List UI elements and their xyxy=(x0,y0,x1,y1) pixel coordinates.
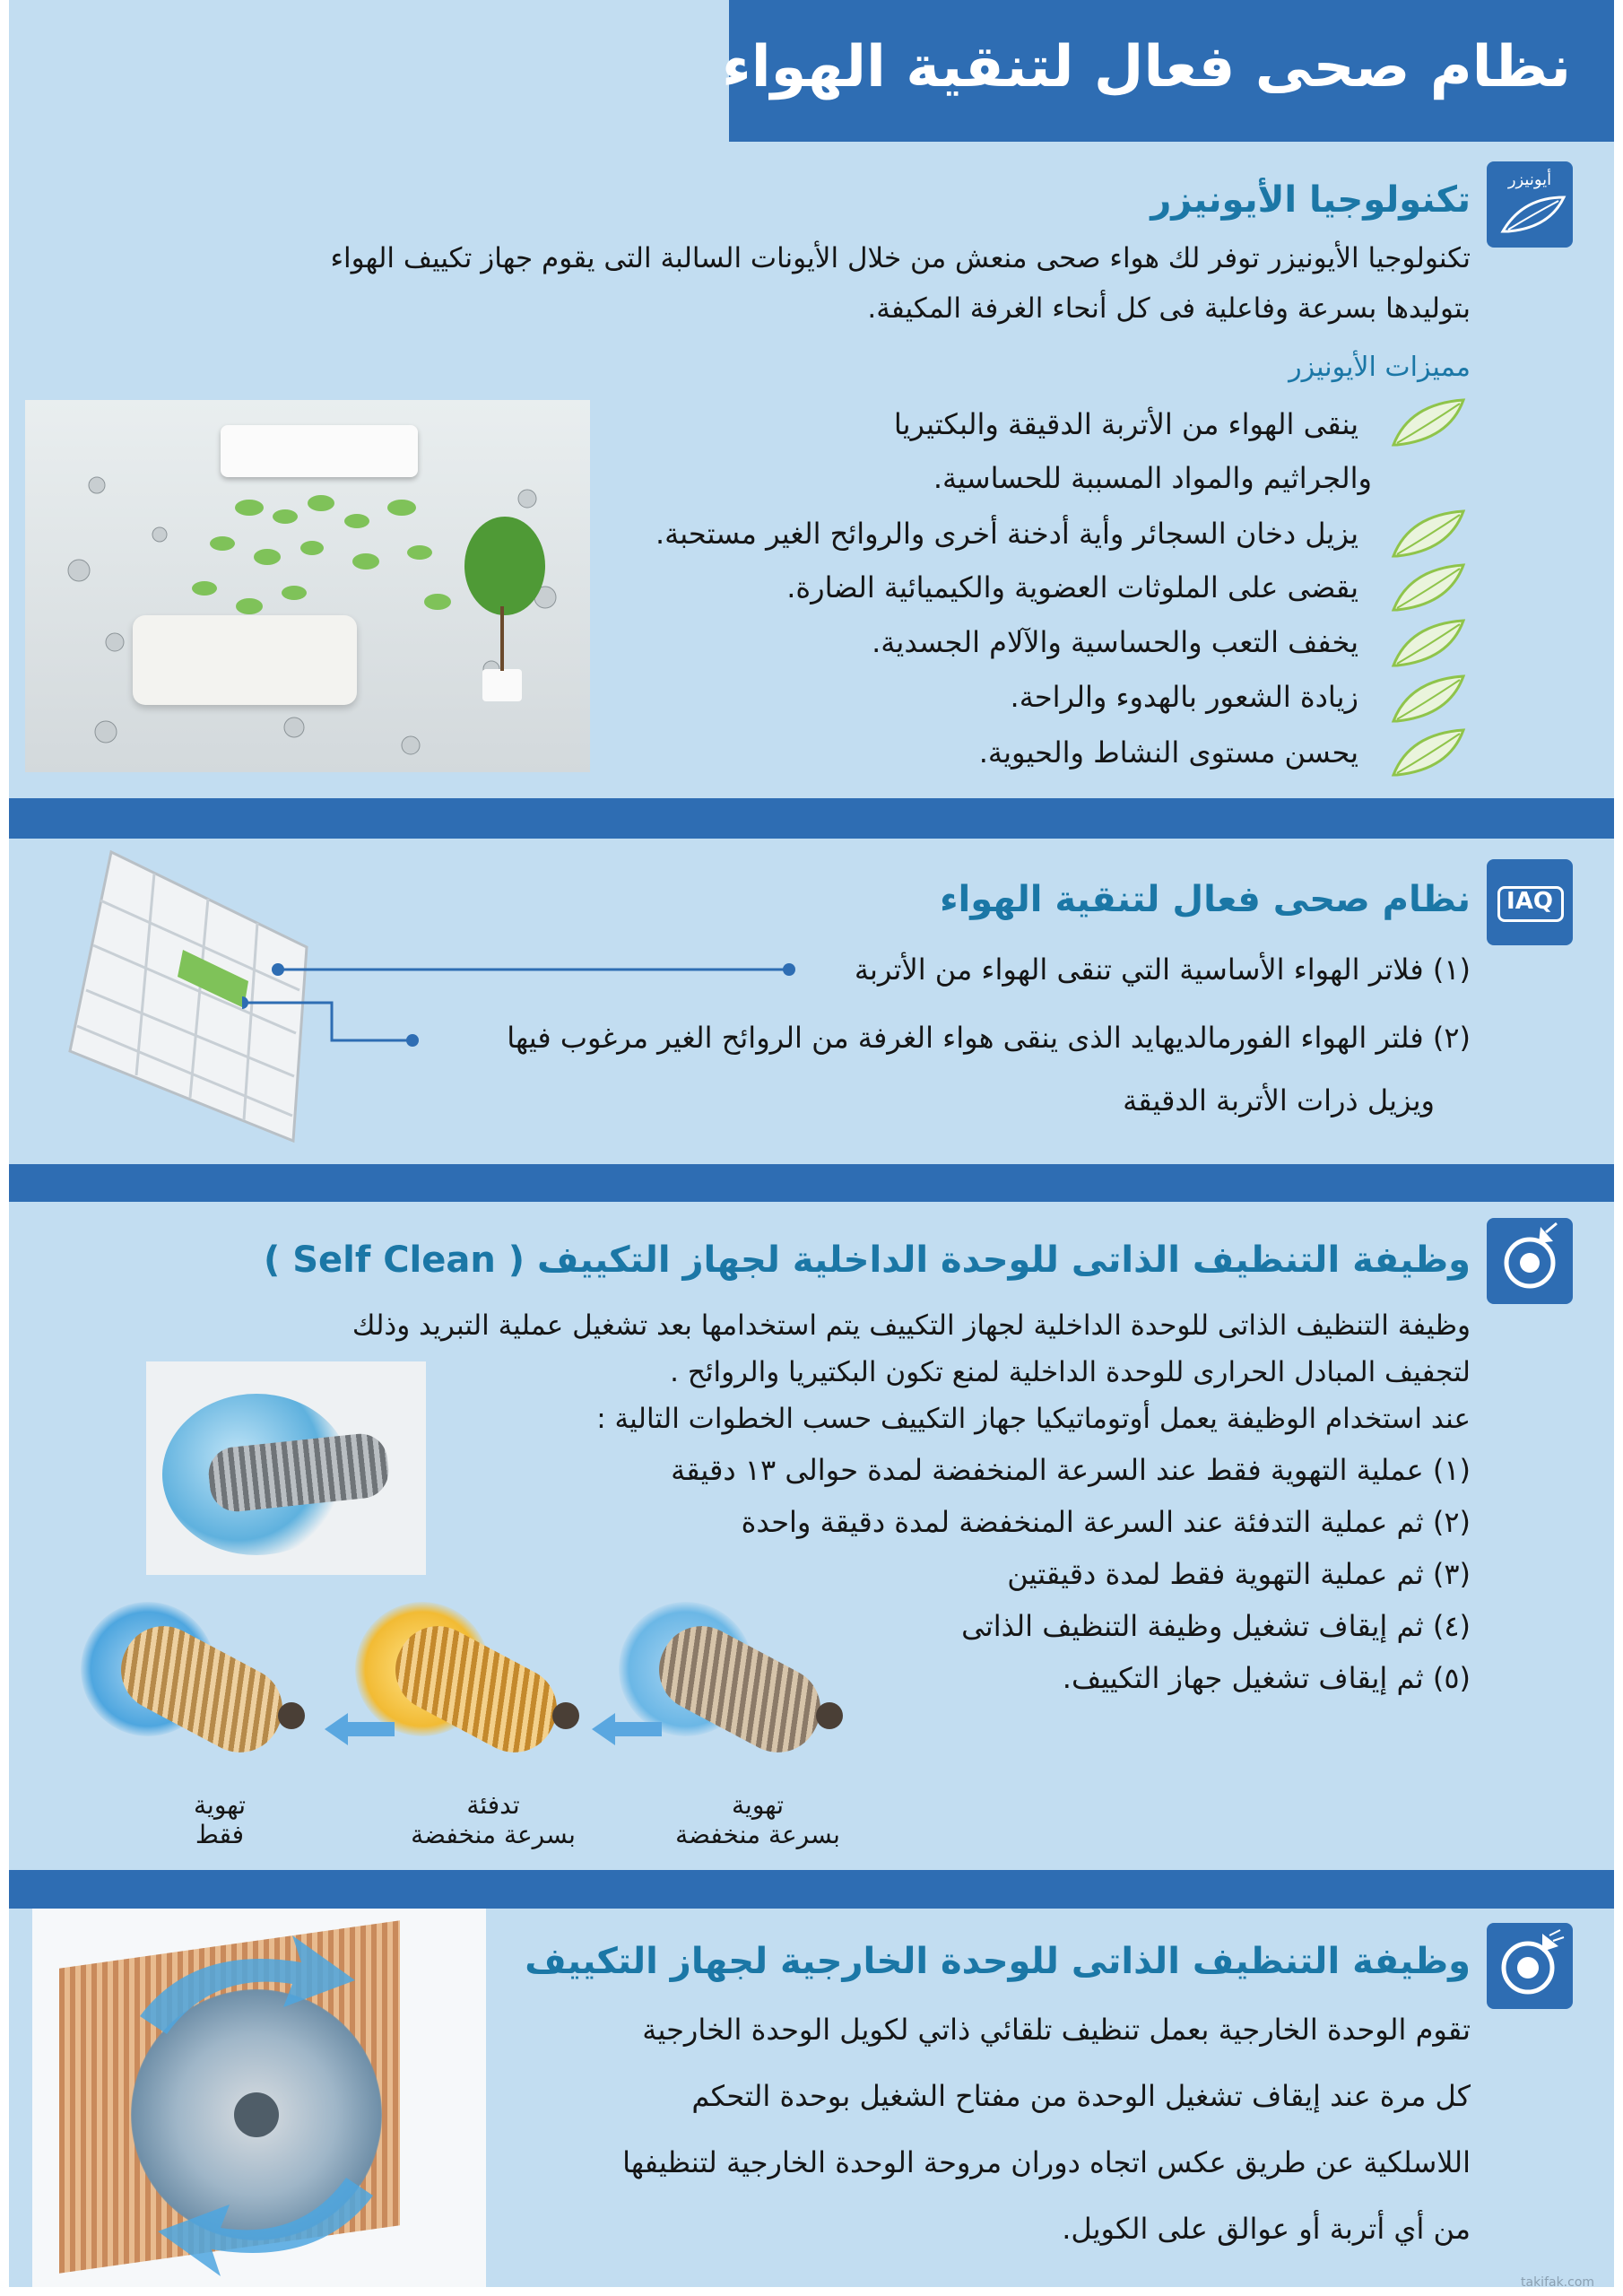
stage-label-3-line1: تهوية xyxy=(194,1790,246,1820)
ionizer-feature-1: ينقى الهواء من الأتربة الدقيقة والبكتيريا xyxy=(893,407,1358,441)
stage-arrow-1-icon xyxy=(592,1711,664,1747)
iaq-connector-lines xyxy=(242,951,870,1076)
iaq-item-2: (٢) فلتر الهواء الفورمالديهايد الذى ينقى هواء الغرفة من الروائح الغير مرغوب فيها xyxy=(507,1021,1471,1055)
stage-label-2-line2: بسرعة منخفضة xyxy=(411,1820,576,1849)
outdoor-unit-image xyxy=(32,1909,486,2287)
page-title: نظام صحى فعال لتنقية الهواء xyxy=(721,34,1571,100)
reverse-fan-icon xyxy=(1487,1923,1573,2009)
leaf-icon-6 xyxy=(1388,725,1467,780)
section-divider-2 xyxy=(9,1164,1614,1202)
iaq-item-2-cont: ويزيل ذرات الأتربة الدقيقة xyxy=(1123,1083,1435,1118)
outdoor-badge xyxy=(1487,1923,1573,2009)
ionizer-heading: تكنولوجيا الأيونيزر xyxy=(1150,179,1471,221)
leaf-icon-5 xyxy=(1388,671,1467,726)
iaq-badge-label: IAQ xyxy=(1506,888,1553,915)
stage-coil-heat-hub xyxy=(552,1702,579,1729)
leaf-icon-4 xyxy=(1388,615,1467,671)
ionizer-feature-5: زيادة الشعور بالهدوء والراحة. xyxy=(1010,680,1358,714)
plant-stem xyxy=(500,606,504,671)
reverse-airflow-arrows xyxy=(32,1909,486,2287)
section-divider-1 xyxy=(9,798,1614,839)
stage-coil-fan-only-hub xyxy=(278,1702,305,1729)
plant-pot xyxy=(482,669,522,701)
self-clean-intro-2: لتجفيف المبادل الحرارى للوحدة الداخلية لمنع تكون البكتيريا والروائح . xyxy=(670,1356,1471,1388)
self-clean-heading: وظيفة التنظيف الذاتى للوحدة الداخلية لجهاز التكييف ( Self Clean ) xyxy=(264,1239,1471,1281)
self-clean-step-4: (٤) ثم إيقاف تشغيل وظيفة التنظيف الذاتى xyxy=(961,1609,1471,1643)
stage-label-3-line2: فقط xyxy=(195,1820,245,1849)
self-clean-step-1: (١) عملية التهوية فقط عند السرعة المنخفضة لمدة حوالى ١٣ دقيقة xyxy=(671,1453,1471,1487)
ionizer-badge-label: أيونيزر xyxy=(1507,170,1552,189)
ionizer-feature-2: يزيل دخان السجائر وأية أدخنة أخرى والروائح الغير مستحبة. xyxy=(655,517,1358,551)
stage-label-2 xyxy=(386,1790,601,1849)
stage-coil-fan-only xyxy=(81,1602,323,1772)
stage-coil-fan-hub xyxy=(816,1702,843,1729)
ionizer-features-title: مميزات الأيونيزر xyxy=(1289,352,1471,383)
self-clean-intro-1: وظيفة التنظيف الذاتى للوحدة الداخلية لجهاز التكييف يتم استخدامها بعد تشغيل عملية التبريد وذلك xyxy=(352,1309,1471,1342)
leaf-icon-1 xyxy=(1388,395,1467,450)
iaq-item-1: (١) فلاتر الهواء الأساسية التي تنقى الهواء من الأتربة xyxy=(854,952,1471,987)
outdoor-line-2: كل مرة عند إيقاف تشغيل الوحدة من مفتاح الشغيل بوحدة التحكم xyxy=(691,2079,1471,2113)
self-clean-step-5: (٥) ثم إيقاف تشغيل جهاز التكييف. xyxy=(1062,1661,1471,1695)
outdoor-line-1: تقوم الوحدة الخارجية بعمل تنظيف تلقائي ذاتي لكويل الوحدة الخارجية xyxy=(642,2013,1471,2047)
outdoor-heading: وظيفة التنظيف الذاتى للوحدة الخارجية لجهاز التكييف xyxy=(525,1941,1471,1982)
ionizer-intro-line-2: بتوليدها بسرعة وفاعلية فى كل أنحاء الغرفة المكيفة. xyxy=(867,292,1471,325)
stage-label-1-line1: تهوية xyxy=(732,1790,784,1820)
ionizer-feature-6: يحسن مستوى النشاط والحيوية. xyxy=(978,735,1358,770)
self-clean-step-2: (٢) ثم عملية التدفئة عند السرعة المنخفضة لمدة دقيقة واحدة xyxy=(741,1505,1471,1539)
leaf-icon-3 xyxy=(1388,560,1467,615)
ionizer-room-image xyxy=(25,400,590,772)
iaq-badge xyxy=(1487,859,1573,945)
self-clean-intro-3: عند استخدام الوظيفة يعمل أوتوماتيكيا جهاز التكييف حسب الخطوات التالية : xyxy=(596,1403,1471,1435)
ionizer-intro-line-1: تكنولوجيا الأيونيزر توفر لك هواء صحى منعش من خلال الأيونات السالبة التى يقوم جهاز تكييف الهواء xyxy=(330,242,1471,274)
stage-label-3 xyxy=(135,1790,305,1849)
outdoor-line-4: من أي أتربة أو عوالق على الكويل. xyxy=(1062,2212,1471,2246)
plant-foliage xyxy=(464,517,545,615)
section-divider-3 xyxy=(9,1870,1614,1909)
ionizer-feature-4: يخفف التعب والحساسية والآلام الجسدية. xyxy=(872,625,1358,659)
page-title-bar xyxy=(721,0,1614,142)
ionizer-feature-1b: والجراثيم والمواد المسببة للحساسية. xyxy=(933,461,1372,495)
watermark: takifak.com xyxy=(1521,2275,1595,2290)
iaq-heading: نظام صحى فعال لتنقية الهواء xyxy=(940,879,1471,920)
outdoor-line-3: اللاسلكية عن طريق عكس اتجاه دوران مروحة الوحدة الخارجية لتنظيفها xyxy=(622,2145,1471,2179)
ionizer-feature-3: يقضى على الملوثات العضوية والكيميائية الضارة. xyxy=(786,570,1358,604)
coil-water-image xyxy=(146,1361,426,1575)
leaf-icon-2 xyxy=(1388,506,1467,561)
stage-arrow-2-icon xyxy=(325,1711,396,1747)
stage-label-1-line2: بسرعة منخفضة xyxy=(675,1820,840,1849)
self-clean-badge xyxy=(1487,1218,1573,1304)
ionizer-badge xyxy=(1487,161,1573,248)
cycle-icon xyxy=(1487,1218,1573,1304)
self-clean-step-3: (٣) ثم عملية التهوية فقط لمدة دقيقتين xyxy=(1007,1557,1471,1591)
sofa xyxy=(133,615,357,705)
stage-label-1 xyxy=(650,1790,865,1849)
leaf-badge-icon xyxy=(1487,161,1573,248)
stage-label-2-line1: تدفئة xyxy=(466,1790,520,1820)
